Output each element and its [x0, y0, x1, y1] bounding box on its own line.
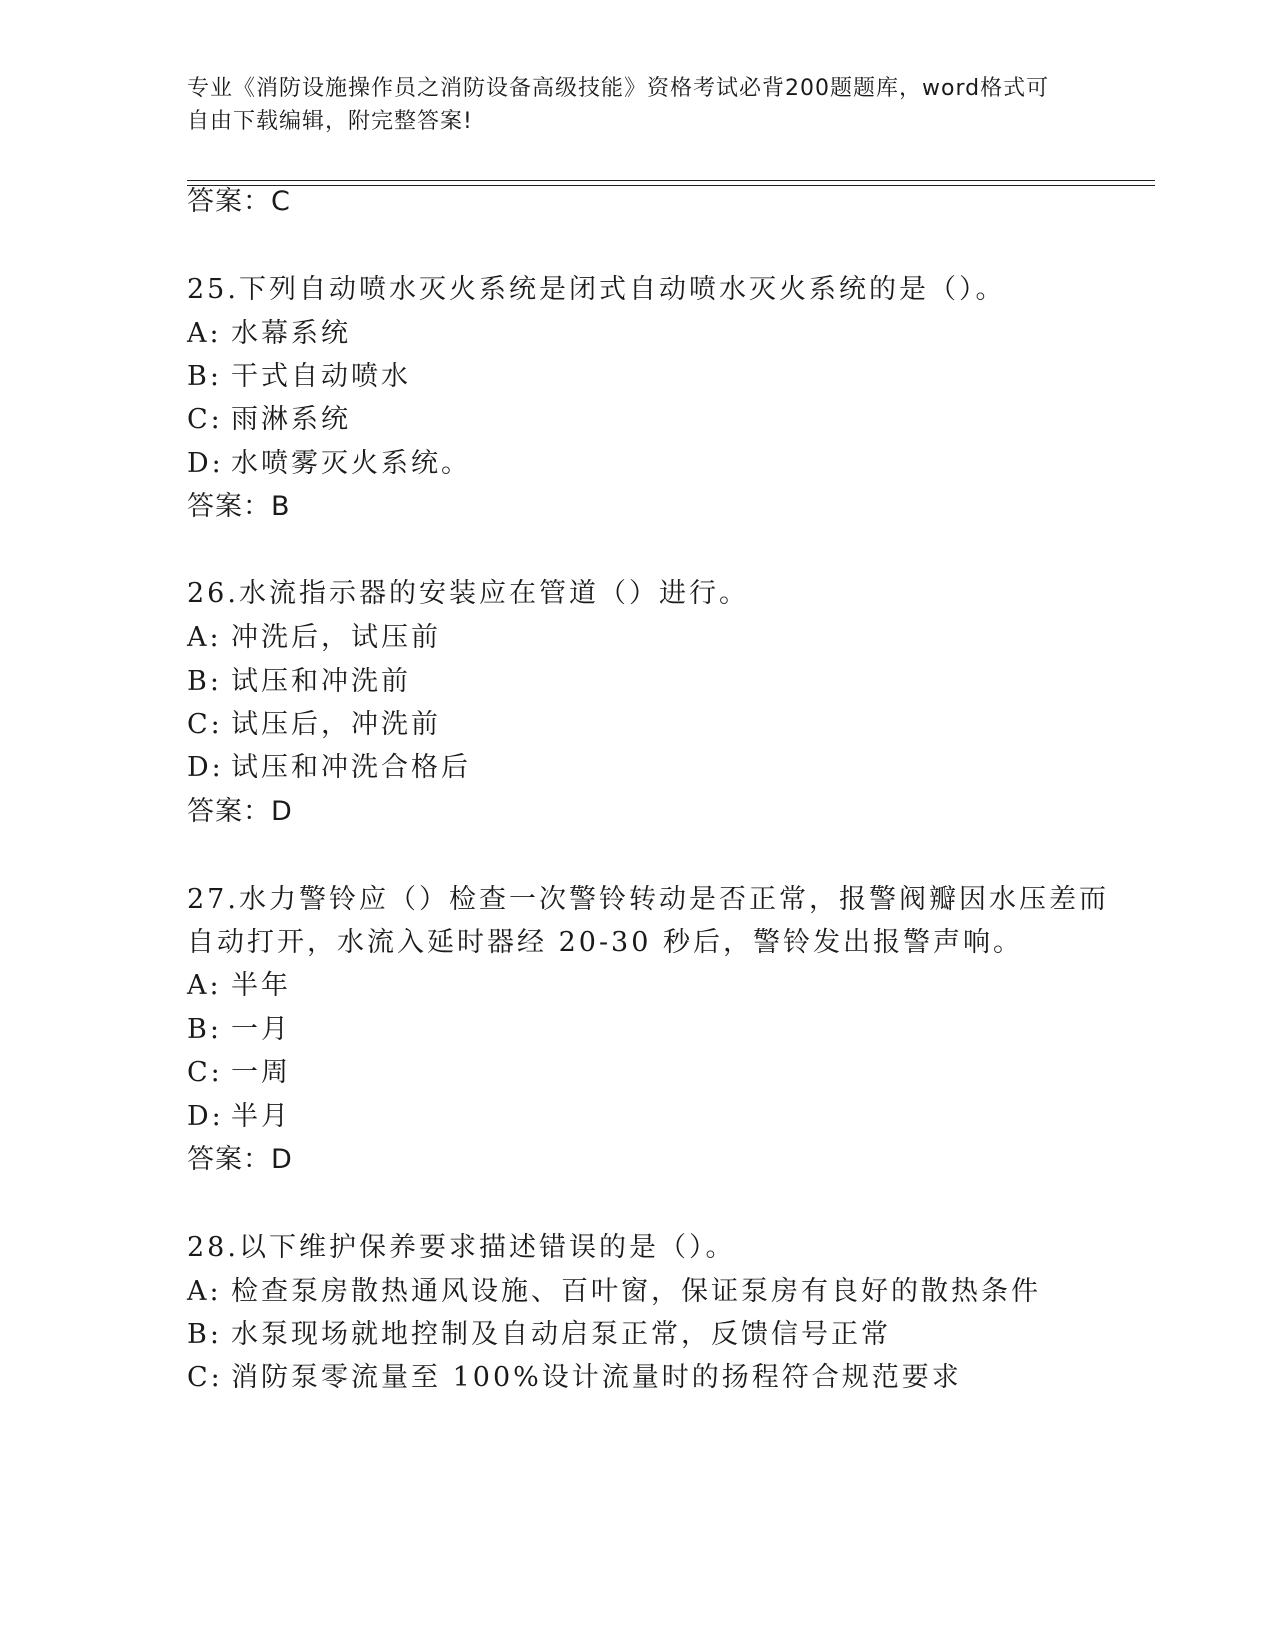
option-text: 水幕系统 — [231, 318, 351, 349]
option-key: B: — [187, 361, 222, 392]
question-28-stem: 28.以下维护保养要求描述错误的是（）。 — [187, 1232, 736, 1263]
option-text: 半年 — [231, 970, 291, 1001]
option-text: 水泵现场就地控制及自动启泵正常，反馈信号正常 — [231, 1319, 891, 1350]
option-text: 一周 — [231, 1057, 291, 1088]
option-text: 消防泵零流量至 100%设计流量时的扬程符合规范要求 — [231, 1362, 962, 1393]
question-25-option-c — [187, 402, 351, 438]
option-key: C: — [187, 1362, 223, 1393]
option-key: B: — [187, 1014, 222, 1045]
previous-answer: 答案：C — [187, 186, 291, 217]
option-key: D: — [187, 1101, 224, 1132]
header-rule-top — [187, 180, 1155, 181]
question-27-answer: 答案：D — [187, 1144, 293, 1175]
question-27-stem-line-1: 27.水力警铃应（）检查一次警铃转动是否正常，报警阀瓣因水压差而 — [187, 884, 1109, 915]
option-text: 试压后，冲洗前 — [231, 709, 441, 740]
option-key: A: — [187, 1276, 222, 1307]
question-27-stem-line-2: 自动打开，水流入延时器经 20-30 秒后，警铃发出报警声响。 — [187, 927, 1023, 958]
question-26-answer: 答案：D — [187, 796, 293, 827]
question-28-option-a — [187, 1274, 1041, 1310]
option-text: 干式自动喷水 — [231, 361, 411, 392]
option-key: D: — [187, 448, 224, 479]
option-text: 冲洗后，试压前 — [231, 622, 441, 653]
option-key: C: — [187, 709, 223, 740]
question-26-option-b — [187, 664, 411, 700]
option-text: 试压和冲洗前 — [231, 666, 411, 697]
question-25-option-a — [187, 316, 351, 352]
option-key: A: — [187, 622, 222, 653]
question-25-answer: 答案：B — [187, 491, 291, 522]
question-27-option-c — [187, 1055, 291, 1091]
option-key: B: — [187, 666, 222, 697]
question-25-option-d — [187, 446, 471, 482]
option-key: D: — [187, 752, 224, 783]
question-28-option-b — [187, 1317, 891, 1353]
option-key: B: — [187, 1319, 222, 1350]
question-26-stem: 26.水流指示器的安装应在管道（）进行。 — [187, 578, 749, 609]
option-text: 半月 — [231, 1101, 291, 1132]
question-25-stem: 25.下列自动喷水灭火系统是闭式自动喷水灭火系统的是（）。 — [187, 274, 1006, 305]
option-text: 检查泵房散热通风设施、百叶窗，保证泵房有良好的散热条件 — [231, 1276, 1041, 1307]
question-27-option-b — [187, 1012, 291, 1048]
option-key: A: — [187, 318, 222, 349]
header-rule-bottom — [187, 185, 1155, 186]
question-28-option-c — [187, 1360, 962, 1396]
question-27-option-d — [187, 1099, 291, 1135]
option-text: 一月 — [231, 1014, 291, 1045]
question-26-option-d — [187, 750, 471, 786]
option-key: C: — [187, 1057, 223, 1088]
option-text: 雨淋系统 — [231, 404, 351, 435]
question-26-option-a — [187, 620, 441, 656]
question-25-option-b — [187, 359, 411, 395]
option-text: 试压和冲洗合格后 — [231, 752, 471, 783]
option-key: A: — [187, 970, 222, 1001]
question-26-option-c — [187, 707, 441, 743]
option-key: C: — [187, 404, 223, 435]
document-header: 专业《消防设施操作员之消防设备高级技能》资格考试必背200题题库，word格式可自由下载编辑，附完整答案! — [187, 76, 1050, 134]
question-27-option-a — [187, 968, 291, 1004]
option-text: 水喷雾灭火系统。 — [231, 448, 471, 479]
